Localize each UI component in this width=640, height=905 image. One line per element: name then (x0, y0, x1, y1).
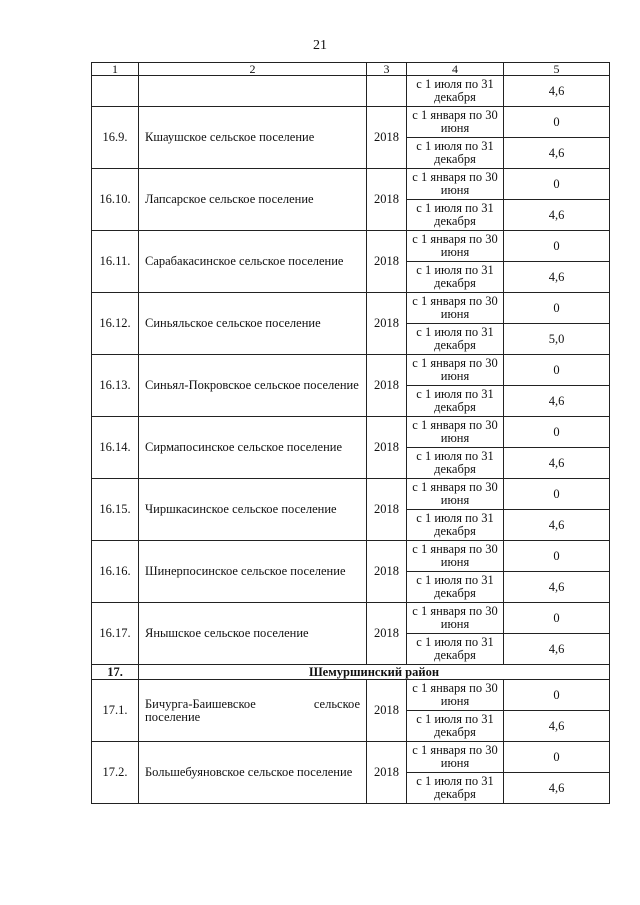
value-cell: 0 (504, 355, 610, 386)
period-cell: с 1 июля по 31 декабря (407, 386, 504, 417)
period-cell: с 1 июля по 31 декабря (407, 138, 504, 169)
section-row (92, 665, 610, 680)
continuation-row (92, 76, 610, 107)
row-number: 16.9. (92, 107, 139, 169)
year-cell: 2018 (367, 742, 407, 804)
column-number-row (92, 63, 610, 76)
year-cell: 2018 (367, 293, 407, 355)
period-cell: с 1 января по 30 июня (407, 479, 504, 510)
value-cell: 4,6 (504, 200, 610, 231)
year-cell: 2018 (367, 541, 407, 603)
row-number: 16.13. (92, 355, 139, 417)
empty-cell (92, 76, 139, 107)
value-cell: 4,6 (504, 262, 610, 293)
column-number: 4 (407, 63, 504, 76)
value-cell: 0 (504, 541, 610, 572)
settlement-row (92, 479, 610, 510)
value-cell: 4,6 (504, 711, 610, 742)
row-number: 16.17. (92, 603, 139, 665)
period-cell: с 1 января по 30 июня (407, 107, 504, 138)
period-cell: с 1 января по 30 июня (407, 742, 504, 773)
row-number: 17.2. (92, 742, 139, 804)
page-number: 21 (313, 38, 327, 53)
value-cell: 0 (504, 169, 610, 200)
column-number: 3 (367, 63, 407, 76)
value-cell: 4,6 (504, 448, 610, 479)
table-body (92, 63, 610, 804)
year-cell: 2018 (367, 355, 407, 417)
value-cell: 0 (504, 680, 610, 711)
settlement-row (92, 680, 610, 711)
settlement-name: Шинерпосинское сельское поселение (139, 541, 367, 603)
value-cell: 0 (504, 742, 610, 773)
year-cell: 2018 (367, 107, 407, 169)
value-cell: 0 (504, 107, 610, 138)
settlement-row (92, 107, 610, 138)
settlement-name: Большебуяновское сельское поселение (139, 742, 367, 804)
period-cell: с 1 июля по 31 декабря (407, 324, 504, 355)
section-title: Шемуршинский район (139, 665, 610, 680)
value-cell: 4,6 (504, 634, 610, 665)
row-number: 16.15. (92, 479, 139, 541)
period-cell: с 1 июля по 31 декабря (407, 773, 504, 804)
period-cell: с 1 января по 30 июня (407, 603, 504, 634)
settlement-name: Сирмапосинское сельское поселение (139, 417, 367, 479)
period-cell: с 1 июля по 31 декабря (407, 634, 504, 665)
settlement-name: Янышское сельское поселение (139, 603, 367, 665)
settlement-name: Чиршкасинское сельское поселение (139, 479, 367, 541)
period-cell: с 1 июля по 31 декабря (407, 448, 504, 479)
value-cell: 0 (504, 231, 610, 262)
settlement-row (92, 169, 610, 200)
period-cell: с 1 июля по 31 декабря (407, 262, 504, 293)
settlement-name: Сарабакасинское сельское поселение (139, 231, 367, 293)
value-cell: 0 (504, 479, 610, 510)
settlement-name: Лапсарское сельское поселение (139, 169, 367, 231)
year-cell: 2018 (367, 680, 407, 742)
value-cell: 0 (504, 417, 610, 448)
value-cell: 4,6 (504, 386, 610, 417)
row-number: 16.14. (92, 417, 139, 479)
period-cell: с 1 июля по 31 декабря (407, 711, 504, 742)
settlement-name: Синьяльское сельское поселение (139, 293, 367, 355)
row-number: 16.10. (92, 169, 139, 231)
settlement-row (92, 541, 610, 572)
period-cell: с 1 июля по 31 декабря (407, 510, 504, 541)
year-cell: 2018 (367, 169, 407, 231)
year-cell: 2018 (367, 231, 407, 293)
year-cell: 2018 (367, 479, 407, 541)
value-cell: 5,0 (504, 324, 610, 355)
period-cell: с 1 января по 30 июня (407, 231, 504, 262)
empty-cell (367, 76, 407, 107)
year-cell: 2018 (367, 603, 407, 665)
settlement-row (92, 742, 610, 773)
empty-cell (139, 76, 367, 107)
period-cell: с 1 июля по 31 декабря (407, 200, 504, 231)
row-number: 16.16. (92, 541, 139, 603)
column-number: 2 (139, 63, 367, 76)
period-cell: с 1 января по 30 июня (407, 541, 504, 572)
period-cell: с 1 января по 30 июня (407, 355, 504, 386)
tariff-table (91, 62, 610, 804)
period-cell: с 1 января по 30 июня (407, 417, 504, 448)
period-cell: с 1 января по 30 июня (407, 169, 504, 200)
value-cell: 4,6 (504, 138, 610, 169)
section-number: 17. (92, 665, 139, 680)
settlement-row (92, 231, 610, 262)
column-number: 1 (92, 63, 139, 76)
value-cell: 0 (504, 293, 610, 324)
row-number: 16.11. (92, 231, 139, 293)
period-cell: с 1 июля по 31 декабря (407, 572, 504, 603)
row-number: 17.1. (92, 680, 139, 742)
settlement-row (92, 293, 610, 324)
period-cell: с 1 января по 30 июня (407, 680, 504, 711)
row-number: 16.12. (92, 293, 139, 355)
value-cell: 4,6 (504, 76, 610, 107)
year-cell: 2018 (367, 417, 407, 479)
value-cell: 4,6 (504, 572, 610, 603)
column-number: 5 (504, 63, 610, 76)
settlement-name: Кшаушское сельское поселение (139, 107, 367, 169)
settlement-row (92, 417, 610, 448)
settlement-row (92, 603, 610, 634)
settlement-name: Синьял-Покровское сельское поселение (139, 355, 367, 417)
period-cell: с 1 января по 30 июня (407, 293, 504, 324)
value-cell: 4,6 (504, 773, 610, 804)
settlement-name: Бичурга-Баишевское сельское поселение (139, 680, 367, 742)
value-cell: 0 (504, 603, 610, 634)
period-cell: с 1 июля по 31 декабря (407, 76, 504, 107)
settlement-row (92, 355, 610, 386)
value-cell: 4,6 (504, 510, 610, 541)
